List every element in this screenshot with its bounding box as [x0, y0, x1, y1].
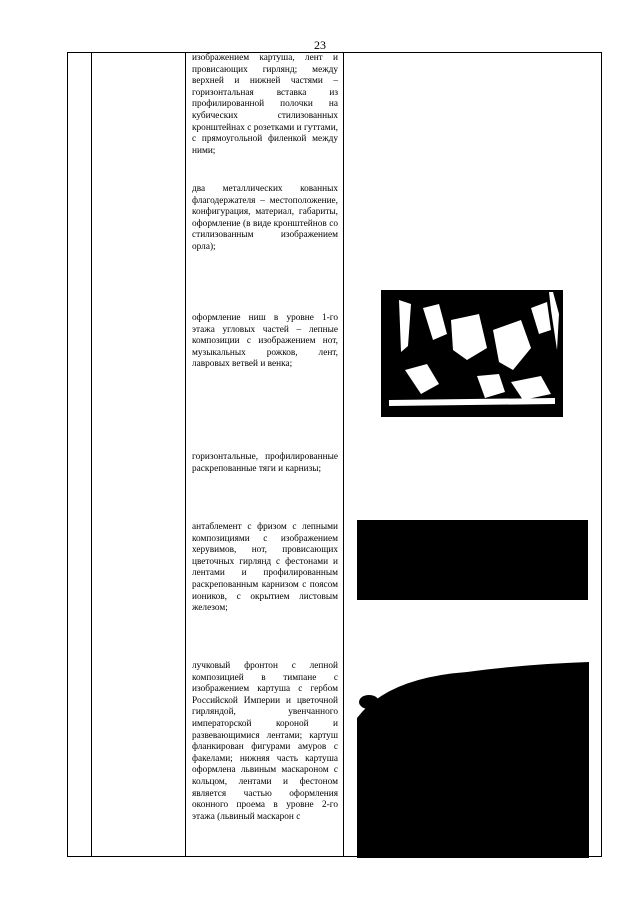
- column-divider: [343, 53, 344, 856]
- paragraph-cornice-insert: изображением картуша, лент и провисающих гирлянд; между верхней и нижней частями – горизонтальная вставка из профилированной полочки на кубических стилизованных кронштейнах с розетками и гуттами, с прямоугольной филенкой между ними;: [192, 53, 338, 156]
- paragraph-pediment: лучковый фронтон с лепной композицией в тимпане с изображением картуша с гербом Российской Империи и цветочной гирляндой, увенчанного императорской короной и развевающимися лентами; картуш фланкирован фигурами амуров с факелами; нижняя часть картуша оформлена львиным маскароном с кольцом, лентами и фестоном является частью оформления оконного проема в уровне 2-го этажа (львиный маскарон с: [192, 661, 338, 822]
- paragraph-flag-holders: два металлических кованных флагодержателя – местоположение, конфигурация, материал, габариты, оформление (в виде кронштейнов со стилизованным изображением орла);: [192, 184, 338, 252]
- column-divider: [91, 53, 92, 856]
- entablature-photo: [357, 520, 588, 600]
- pediment-photo: [357, 658, 589, 858]
- paragraph-cornices: горизонтальные, профилированные раскрепованные тяги и карнизы;: [192, 452, 338, 474]
- column-divider: [185, 53, 186, 856]
- paragraph-niches: оформление ниш в уровне 1-го этажа угловых частей – лепные композиции с изображением нот, музыкальных рожков, лент, лавровых ветвей и венка;: [192, 313, 338, 370]
- paragraph-entablature: антаблемент с фризом с лепными композициями с изображением херувимов, нот, провисающих цветочных гирлянд с фестонами и лентами и профилированным раскрепованным карнизом с поясом иоников, с окрытием листовым железом;: [192, 522, 338, 614]
- protected-elements-table: [67, 52, 602, 857]
- page-number: 23: [314, 38, 326, 52]
- niche-relief-photo: [381, 290, 563, 417]
